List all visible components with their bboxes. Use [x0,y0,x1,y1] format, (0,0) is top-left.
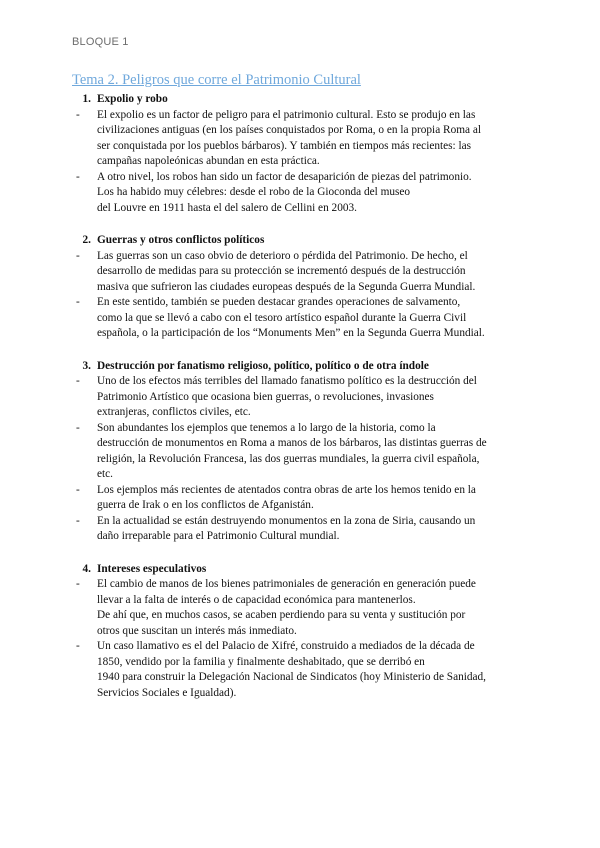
list-item-text: Un caso llamativo es el del Palacio de Xifré, construido a mediados de la década de 1850, vendido por la familia y finalmente deshabitado, que se derribó en 1940 para construir la Delegación Nacional de Sindicatos (hoy Ministerio de Sanidad, Servicios Sociales e Igualdad). [97,640,487,699]
section-heading [72,233,532,249]
list-item [72,577,532,639]
list-item [72,514,532,545]
dash-bullet: - [76,514,80,527]
section-heading [72,92,532,108]
section-number: 2. [82,234,91,246]
section-intereses [72,562,532,702]
section-title: Expolio y robo [97,93,168,105]
dash-bullet: - [76,249,80,262]
list-item [72,421,532,483]
section-title: Intereses especulativos [97,562,207,575]
bullet-list [72,249,532,342]
list-item [72,249,532,296]
dash-bullet: - [76,578,80,590]
section-heading [72,562,532,578]
list-item-text: En la actualidad se están destruyendo monumentos en la zona de Siria, causando un daño irreparable para el Patrimonio Cultural mundial. [97,514,476,542]
list-item [72,170,532,217]
dash-bullet: - [76,296,80,308]
dash-bullet: - [76,170,80,183]
list-item-text: Son abundantes los ejemplos que tenemos a lo largo de la historia, como la destrucción de monumentos en Roma a manos de los bárbaros, las distintas guerras de religión, la Revolución Francesa, las dos guerras mundiales, la guerra civil española, etc. [97,421,487,480]
document-body [72,92,532,718]
section-heading [72,359,532,375]
bullet-list [72,577,532,701]
list-item [72,639,532,701]
list-item-text: Uno de los efectos más terribles del llamado fanatismo político es la destrucción del Patrimonio Artístico que ocasiona bien guerras, o revoluciones, invasiones extranjeras, conflictos civiles, etc. [97,375,477,418]
dash-bullet: - [76,421,80,434]
list-item-text: A otro nivel, los robos han sido un factor de desaparición de piezas del patrimonio. Los ha habido muy célebres: desde el robo de la Gioconda del museo del Louvre en 1911 hasta el del salero de Cellini en 2003. [97,170,472,214]
section-guerras [72,233,532,342]
list-item-text: Los ejemplos más recientes de atentados contra obras de arte los hemos tenido en la guerra de Irak o en los conflictos de Afganistán. [97,483,476,511]
section-destruccion [72,359,532,545]
bullet-list [72,374,532,545]
section-title: Guerras y otros conflictos políticos [97,234,265,246]
dash-bullet: - [76,483,80,496]
list-item-text: Las guerras son un caso obvio de deterioro o pérdida del Patrimonio. De hecho, el desarrollo de medidas para su protección se incrementó después de la destrucción masiva que sufrieron las ciudades europeas después de la Segunda Guerra Mundial. [97,249,476,293]
list-item [72,295,532,342]
list-item [72,483,532,514]
section-number: 1. [82,93,91,105]
document-title: Tema 2. Peligros que corre el Patrimonio Cultural [72,72,361,88]
dash-bullet: - [76,640,80,652]
list-item-text: El cambio de manos de los bienes patrimoniales de generación en generación puede llevar a la falta de interés o de capacidad económica para mantenerlos. De ahí que, en muchos casos, se acaben perdiendo para su venta y sustitución por otros que suscitan un interés más inmediato. [97,578,476,637]
page-header: BLOQUE 1 [72,36,129,48]
list-item-text: El expolio es un factor de peligro para el patrimonio cultural. Esto se produjo en las civilizaciones antiguas (en los países conquistados por Roma, o en la propia Roma al ser conquistada por los pueblos bárbaros). Y también en tiempos más recientes: las campañas napoleónicas abundan en esta práctica. [97,108,482,167]
section-expolio [72,92,532,216]
list-item [72,108,532,170]
dash-bullet: - [76,108,80,121]
section-title: Destrucción por fanatismo religioso, político, político o de otra índole [97,359,429,372]
list-item-text: En este sentido, también se pueden destacar grandes operaciones de salvamento, como la que se llevó a cabo con el tesoro artístico español durante la Guerra Civil española, o la participación de los “Monuments Men” en la Segunda Guerra Mundial. [97,296,485,339]
dash-bullet: - [76,375,80,387]
section-number: 4. [82,562,91,575]
list-item [72,374,532,421]
section-number: 3. [82,359,91,372]
bullet-list [72,108,532,217]
